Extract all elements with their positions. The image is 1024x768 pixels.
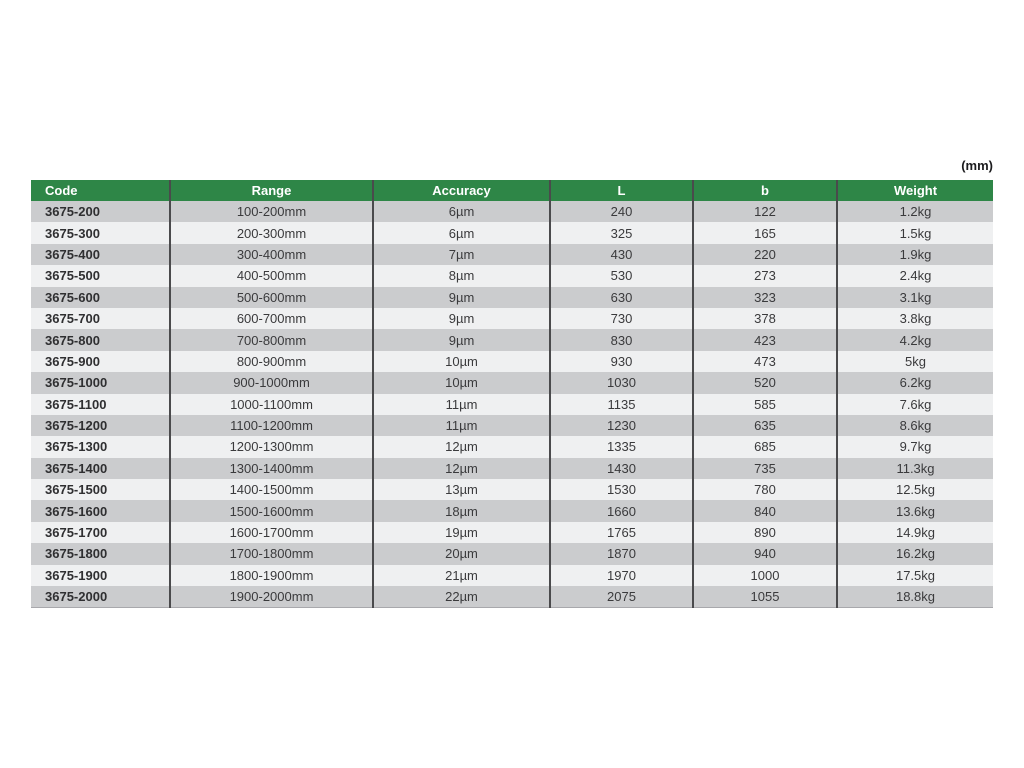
product-spec-table [31, 180, 993, 608]
cell-accuracy: 11µm [373, 394, 550, 415]
cell-range: 1100-1200mm [170, 415, 373, 436]
cell-weight: 5kg [837, 351, 993, 372]
cell-b: 635 [693, 415, 837, 436]
cell-code: 3675-1200 [31, 415, 170, 436]
cell-l: 1230 [550, 415, 693, 436]
cell-code: 3675-1700 [31, 522, 170, 543]
cell-code: 3675-700 [31, 308, 170, 329]
cell-b: 840 [693, 500, 837, 521]
cell-b: 735 [693, 458, 837, 479]
table-row [31, 479, 993, 500]
cell-accuracy: 12µm [373, 458, 550, 479]
cell-weight: 2.4kg [837, 265, 993, 286]
cell-b: 1000 [693, 565, 837, 586]
cell-weight: 16.2kg [837, 543, 993, 564]
cell-code: 3675-800 [31, 329, 170, 350]
cell-code: 3675-1000 [31, 372, 170, 393]
table-row [31, 394, 993, 415]
cell-l: 1135 [550, 394, 693, 415]
column-header-range: Range [170, 180, 373, 201]
cell-range: 800-900mm [170, 351, 373, 372]
table-row [31, 222, 993, 243]
cell-weight: 6.2kg [837, 372, 993, 393]
cell-weight: 7.6kg [837, 394, 993, 415]
cell-accuracy: 8µm [373, 265, 550, 286]
cell-l: 1430 [550, 458, 693, 479]
cell-accuracy: 9µm [373, 308, 550, 329]
cell-b: 940 [693, 543, 837, 564]
cell-code: 3675-1500 [31, 479, 170, 500]
cell-accuracy: 6µm [373, 201, 550, 222]
cell-weight: 1.2kg [837, 201, 993, 222]
cell-accuracy: 22µm [373, 586, 550, 607]
cell-accuracy: 11µm [373, 415, 550, 436]
cell-range: 700-800mm [170, 329, 373, 350]
cell-l: 325 [550, 222, 693, 243]
cell-b: 378 [693, 308, 837, 329]
table-body [31, 201, 993, 607]
cell-l: 1335 [550, 436, 693, 457]
cell-weight: 13.6kg [837, 500, 993, 521]
cell-b: 122 [693, 201, 837, 222]
cell-code: 3675-1900 [31, 565, 170, 586]
cell-l: 430 [550, 244, 693, 265]
cell-weight: 11.3kg [837, 458, 993, 479]
cell-weight: 17.5kg [837, 565, 993, 586]
table-row [31, 500, 993, 521]
column-header-l: L [550, 180, 693, 201]
table-row [31, 329, 993, 350]
cell-accuracy: 18µm [373, 500, 550, 521]
cell-range: 1900-2000mm [170, 586, 373, 607]
cell-b: 273 [693, 265, 837, 286]
column-header-weight: Weight [837, 180, 993, 201]
cell-b: 165 [693, 222, 837, 243]
cell-code: 3675-600 [31, 287, 170, 308]
cell-b: 220 [693, 244, 837, 265]
cell-code: 3675-1800 [31, 543, 170, 564]
table-row [31, 308, 993, 329]
cell-range: 500-600mm [170, 287, 373, 308]
cell-l: 1870 [550, 543, 693, 564]
cell-l: 530 [550, 265, 693, 286]
table-header [31, 180, 993, 201]
cell-code: 3675-400 [31, 244, 170, 265]
unit-label: (mm) [961, 158, 993, 173]
cell-code: 3675-1100 [31, 394, 170, 415]
table-row [31, 265, 993, 286]
cell-range: 1500-1600mm [170, 500, 373, 521]
cell-b: 685 [693, 436, 837, 457]
cell-code: 3675-1300 [31, 436, 170, 457]
cell-l: 930 [550, 351, 693, 372]
cell-range: 300-400mm [170, 244, 373, 265]
cell-code: 3675-300 [31, 222, 170, 243]
cell-weight: 9.7kg [837, 436, 993, 457]
cell-weight: 4.2kg [837, 329, 993, 350]
cell-range: 1700-1800mm [170, 543, 373, 564]
cell-accuracy: 19µm [373, 522, 550, 543]
table-row [31, 543, 993, 564]
cell-accuracy: 6µm [373, 222, 550, 243]
table-row [31, 351, 993, 372]
cell-b: 890 [693, 522, 837, 543]
cell-l: 830 [550, 329, 693, 350]
cell-b: 473 [693, 351, 837, 372]
cell-range: 900-1000mm [170, 372, 373, 393]
cell-b: 323 [693, 287, 837, 308]
column-header-code: Code [31, 180, 170, 201]
cell-range: 200-300mm [170, 222, 373, 243]
cell-accuracy: 10µm [373, 372, 550, 393]
cell-range: 600-700mm [170, 308, 373, 329]
cell-range: 1400-1500mm [170, 479, 373, 500]
cell-weight: 14.9kg [837, 522, 993, 543]
table-row [31, 201, 993, 222]
cell-range: 1600-1700mm [170, 522, 373, 543]
cell-weight: 12.5kg [837, 479, 993, 500]
cell-range: 1300-1400mm [170, 458, 373, 479]
cell-code: 3675-2000 [31, 586, 170, 607]
cell-b: 520 [693, 372, 837, 393]
cell-l: 1530 [550, 479, 693, 500]
cell-l: 1970 [550, 565, 693, 586]
cell-b: 1055 [693, 586, 837, 607]
table-row [31, 436, 993, 457]
table-row [31, 244, 993, 265]
column-header-b: b [693, 180, 837, 201]
cell-range: 400-500mm [170, 265, 373, 286]
cell-code: 3675-1600 [31, 500, 170, 521]
table-row [31, 458, 993, 479]
cell-b: 585 [693, 394, 837, 415]
cell-accuracy: 9µm [373, 287, 550, 308]
table-row [31, 565, 993, 586]
table-row [31, 522, 993, 543]
cell-l: 1765 [550, 522, 693, 543]
table-row [31, 586, 993, 607]
cell-weight: 8.6kg [837, 415, 993, 436]
cell-code: 3675-500 [31, 265, 170, 286]
cell-code: 3675-1400 [31, 458, 170, 479]
cell-accuracy: 12µm [373, 436, 550, 457]
cell-l: 1030 [550, 372, 693, 393]
cell-l: 730 [550, 308, 693, 329]
column-header-accuracy: Accuracy [373, 180, 550, 201]
cell-range: 100-200mm [170, 201, 373, 222]
cell-weight: 18.8kg [837, 586, 993, 607]
cell-weight: 1.9kg [837, 244, 993, 265]
cell-code: 3675-200 [31, 201, 170, 222]
cell-range: 1800-1900mm [170, 565, 373, 586]
cell-code: 3675-900 [31, 351, 170, 372]
cell-accuracy: 10µm [373, 351, 550, 372]
cell-weight: 3.1kg [837, 287, 993, 308]
cell-l: 1660 [550, 500, 693, 521]
cell-l: 240 [550, 201, 693, 222]
cell-accuracy: 13µm [373, 479, 550, 500]
cell-accuracy: 7µm [373, 244, 550, 265]
table-row [31, 287, 993, 308]
table-row [31, 415, 993, 436]
cell-b: 780 [693, 479, 837, 500]
cell-weight: 3.8kg [837, 308, 993, 329]
cell-weight: 1.5kg [837, 222, 993, 243]
cell-l: 2075 [550, 586, 693, 607]
cell-accuracy: 21µm [373, 565, 550, 586]
cell-accuracy: 9µm [373, 329, 550, 350]
cell-b: 423 [693, 329, 837, 350]
table-row [31, 372, 993, 393]
cell-range: 1200-1300mm [170, 436, 373, 457]
cell-l: 630 [550, 287, 693, 308]
cell-accuracy: 20µm [373, 543, 550, 564]
header-row [31, 180, 993, 201]
cell-range: 1000-1100mm [170, 394, 373, 415]
